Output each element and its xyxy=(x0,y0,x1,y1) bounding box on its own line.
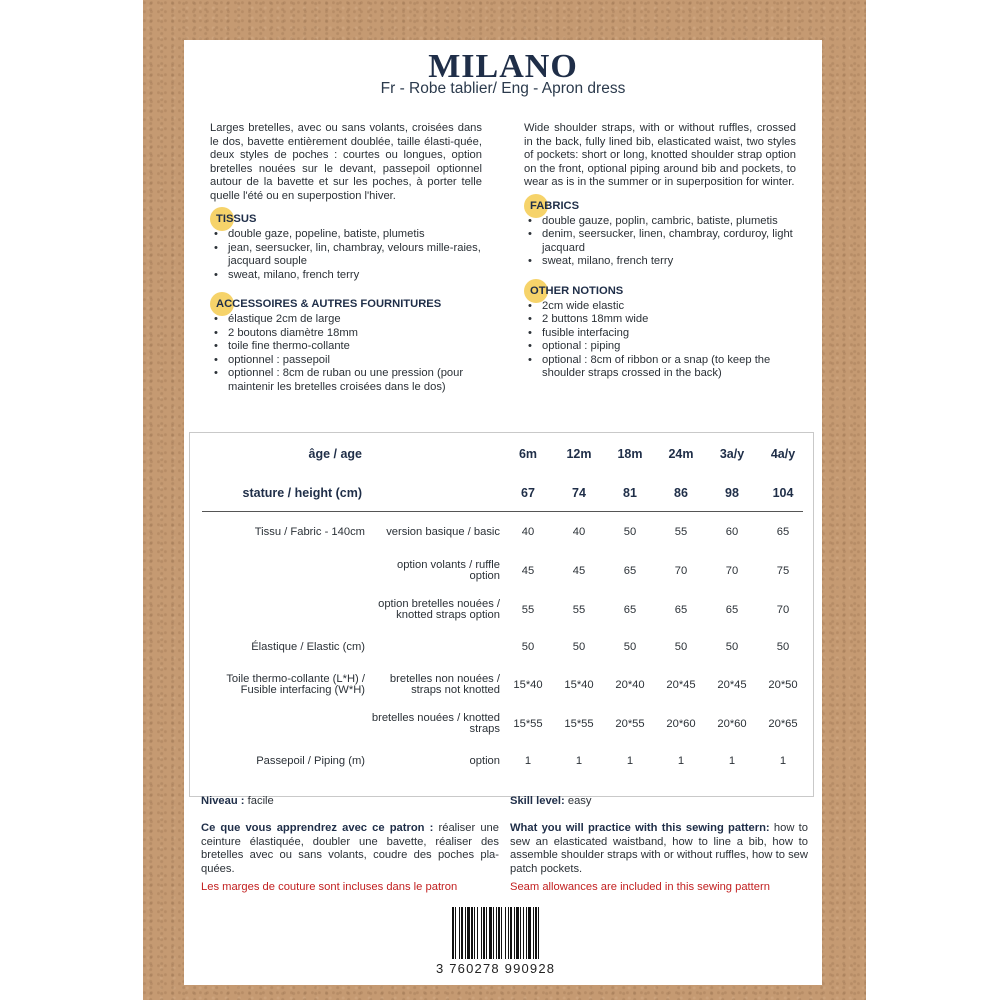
french-description: Larges bretelles, avec ou sans volants, croisées dans le dos, bavette entièrement doublée, taille élasti-quée, deux styles de poches : courtes ou longues, option bretelles nouées sur le devant, passepoil optionnel autour de la bavette et sur les poches, à porter telle quelle l'été ou en superpostion l'hiver. xyxy=(210,122,482,202)
table-cell: 75 xyxy=(776,564,790,577)
list-item: • optional : 8cm of ribbon or a snap (to keep the shoulder straps crossed in the back) xyxy=(524,354,796,381)
english-notions-list xyxy=(524,300,796,381)
barcode-bar xyxy=(501,907,502,959)
list-item: • 2 boutons diamètre 18mm xyxy=(210,327,482,341)
table-cell: 40 xyxy=(521,525,535,538)
barcode-bar xyxy=(520,907,521,959)
table-row xyxy=(190,709,813,739)
barcode-bar xyxy=(538,907,539,959)
table-cell: 70 xyxy=(725,564,739,577)
table-cell: 20*45 xyxy=(666,678,696,691)
french-seam-note: Les marges de couture sont incluses dans le patron xyxy=(201,881,458,893)
barcode-bar xyxy=(465,907,466,959)
list-item: • double gaze, popeline, batiste, plumetis xyxy=(210,228,482,242)
english-fabrics-heading: FABRICS xyxy=(524,200,796,214)
row-sub-label xyxy=(366,632,500,662)
french-fabrics-heading: TISSUS xyxy=(210,213,482,227)
list-item: • optionnel : passepoil xyxy=(210,354,482,368)
barcode-number: 3 760278 990928 xyxy=(436,961,556,976)
row-group-label: Passepoil / Piping (m) xyxy=(256,754,365,767)
barcode-bar xyxy=(505,907,506,959)
barcode-bar xyxy=(533,907,534,959)
barcode-bar xyxy=(471,907,473,959)
barcode-bars xyxy=(434,905,584,961)
table-cell: 65 xyxy=(623,564,637,577)
list-item: • double gauze, poplin, cambric, batiste, plumetis xyxy=(524,215,796,229)
barcode-bar xyxy=(523,907,524,959)
barcode-bar xyxy=(459,907,460,959)
row-group-label: Élastique / Elastic (cm) xyxy=(251,640,365,653)
barcode-bar xyxy=(483,907,485,959)
table-cell: 50 xyxy=(674,640,688,653)
age-label: âge / age xyxy=(308,446,362,461)
table-cell: 15*40 xyxy=(564,678,594,691)
list-item: • fusible interfacing xyxy=(524,327,796,341)
table-cell: 55 xyxy=(521,603,535,616)
row-sub-label: version basique / basic xyxy=(386,525,500,538)
list-item: • denim, seersucker, linen, chambray, corduroy, light jacquard xyxy=(524,228,796,255)
barcode-bar xyxy=(477,907,478,959)
row-group-label: Tissu / Fabric - 140cm xyxy=(254,525,365,538)
table-cell: 1 xyxy=(626,754,634,767)
table-cell: 50 xyxy=(521,640,535,653)
table-cell: 55 xyxy=(572,603,586,616)
pattern-subtitle: Fr - Robe tablier/ Eng - Apron dress xyxy=(380,80,626,97)
table-cell: 1 xyxy=(728,754,736,767)
height-cell: 104 xyxy=(772,485,794,500)
barcode-bar xyxy=(514,907,515,959)
table-cell: 50 xyxy=(572,640,586,653)
table-cell: 45 xyxy=(521,564,535,577)
height-cell: 67 xyxy=(521,485,535,500)
french-fabrics-list xyxy=(210,228,482,282)
french-column xyxy=(210,122,482,394)
english-learning: What you will practice with this sewing pattern: how to sew an elasticated waistband, how to line a bib, how to assemble shoulder straps with or without ruffles, how to sew patch pockets. xyxy=(510,822,809,875)
list-item: • 2 buttons 18mm wide xyxy=(524,313,796,327)
row-sub-label: option volants / ruffle option xyxy=(396,559,500,582)
table-cell: 1 xyxy=(575,754,583,767)
table-row xyxy=(190,746,813,776)
table-cell: 55 xyxy=(674,525,688,538)
age-cell: 18m xyxy=(617,446,643,461)
height-header-row xyxy=(190,478,813,508)
barcode-bar xyxy=(535,907,537,959)
table-cell: 45 xyxy=(572,564,586,577)
list-item: • sweat, milano, french terry xyxy=(210,269,482,283)
table-cell: 1 xyxy=(524,754,532,767)
list-item: • optional : piping xyxy=(524,340,796,354)
list-item: • jean, seersucker, lin, chambray, velours mille-raies, jacquard souple xyxy=(210,242,482,269)
barcode-bar xyxy=(526,907,527,959)
table-cell: 20*60 xyxy=(717,717,747,730)
table-cell: 60 xyxy=(725,525,739,538)
row-group-label: Toile thermo-collante (L*H) / Fusible interfacing (W*H) xyxy=(226,673,365,696)
list-item: • sweat, milano, french terry xyxy=(524,255,796,269)
table-cell: 20*50 xyxy=(768,678,798,691)
barcode-bar xyxy=(498,907,500,959)
french-learning: Ce que vous apprendrez avec ce patron : réaliser une ceinture élastiquée, doubler une bavette, réaliser des bretelles avec ou sans volants, coudre des poches pla-quées. xyxy=(201,822,499,875)
list-item: • toile fine thermo-collante xyxy=(210,340,482,354)
table-cell: 70 xyxy=(674,564,688,577)
french-level: Niveau : facile xyxy=(201,795,274,807)
height-cell: 74 xyxy=(572,485,586,500)
barcode-bar xyxy=(455,907,456,959)
row-sub-label: option xyxy=(469,754,500,767)
barcode-bar xyxy=(508,907,509,959)
english-fabrics-list xyxy=(524,215,796,269)
barcode-bar xyxy=(516,907,519,959)
table-row xyxy=(190,517,813,547)
age-cell: 12m xyxy=(566,446,592,461)
barcode-bar xyxy=(467,907,470,959)
table-cell: 15*40 xyxy=(513,678,543,691)
height-cell: 81 xyxy=(623,485,637,500)
table-cell: 50 xyxy=(725,640,739,653)
table-cell: 15*55 xyxy=(564,717,594,730)
age-header-row xyxy=(190,439,813,469)
table-divider xyxy=(202,511,803,512)
table-cell: 40 xyxy=(572,525,586,538)
age-cell: 24m xyxy=(668,446,694,461)
height-cell: 98 xyxy=(725,485,739,500)
barcode-bar xyxy=(481,907,482,959)
table-cell: 65 xyxy=(674,603,688,616)
table-cell: 65 xyxy=(623,603,637,616)
table-cell: 20*40 xyxy=(615,678,645,691)
size-chart-table xyxy=(189,432,814,797)
english-notions-heading: OTHER NOTIONS xyxy=(524,285,796,299)
height-label: stature / height (cm) xyxy=(242,485,362,500)
age-cell: 3a/y xyxy=(719,446,745,461)
table-cell: 1 xyxy=(779,754,787,767)
french-notions-list xyxy=(210,313,482,394)
barcode-bar xyxy=(493,907,494,959)
barcode-bar xyxy=(489,907,492,959)
barcode-bar xyxy=(510,907,512,959)
height-cell: 86 xyxy=(674,485,688,500)
pattern-sheet xyxy=(184,40,822,985)
table-cell: 65 xyxy=(725,603,739,616)
table-row xyxy=(190,556,813,586)
barcode-bar xyxy=(461,907,463,959)
row-sub-label: option bretelles nouées / knotted straps option xyxy=(378,598,500,621)
english-description: Wide shoulder straps, with or without ruffles, crossed in the back, fully lined bib, elasticated waist, two styles of pockets: short or long, knotted shoulder strap option on the front, optional piping around bib and pockets, to wear as is in the summer or in superposition for winter. xyxy=(524,122,796,188)
row-sub-label: bretelles non nouées / straps not knotted xyxy=(389,673,500,696)
table-cell: 65 xyxy=(776,525,790,538)
table-row xyxy=(190,595,813,625)
list-item: • 2cm wide elastic xyxy=(524,300,796,314)
table-cell: 50 xyxy=(623,640,637,653)
age-cell: 6m xyxy=(518,446,538,461)
table-cell: 15*55 xyxy=(513,717,543,730)
table-cell: 20*60 xyxy=(666,717,696,730)
table-cell: 20*65 xyxy=(768,717,798,730)
english-level: Skill level: easy xyxy=(510,795,592,807)
french-notions-heading: ACCESSOIRES & AUTRES FOURNITURES xyxy=(210,298,482,312)
barcode-bar xyxy=(486,907,487,959)
barcode-bar xyxy=(474,907,475,959)
english-seam-note: Seam allowances are included in this sewing pattern xyxy=(510,881,770,893)
table-cell: 20*45 xyxy=(717,678,747,691)
barcode-bar xyxy=(528,907,531,959)
barcode-bar xyxy=(452,907,454,959)
age-cell: 4a/y xyxy=(770,446,796,461)
list-item: • optionnel : 8cm de ruban ou une pression (pour maintenir les bretelles croisées dans le dos) xyxy=(210,367,482,394)
barcode xyxy=(434,905,584,978)
english-column xyxy=(524,122,796,381)
table-cell: 70 xyxy=(776,603,790,616)
table-cell: 20*55 xyxy=(615,717,645,730)
barcode-bar xyxy=(496,907,497,959)
table-row xyxy=(190,670,813,700)
list-item: • élastique 2cm de large xyxy=(210,313,482,327)
row-sub-label: bretelles nouées / knotted straps xyxy=(371,712,500,735)
table-cell: 1 xyxy=(677,754,685,767)
pattern-title: MILANO xyxy=(428,48,578,85)
table-cell: 50 xyxy=(623,525,637,538)
table-cell: 50 xyxy=(776,640,790,653)
table-row xyxy=(190,632,813,662)
